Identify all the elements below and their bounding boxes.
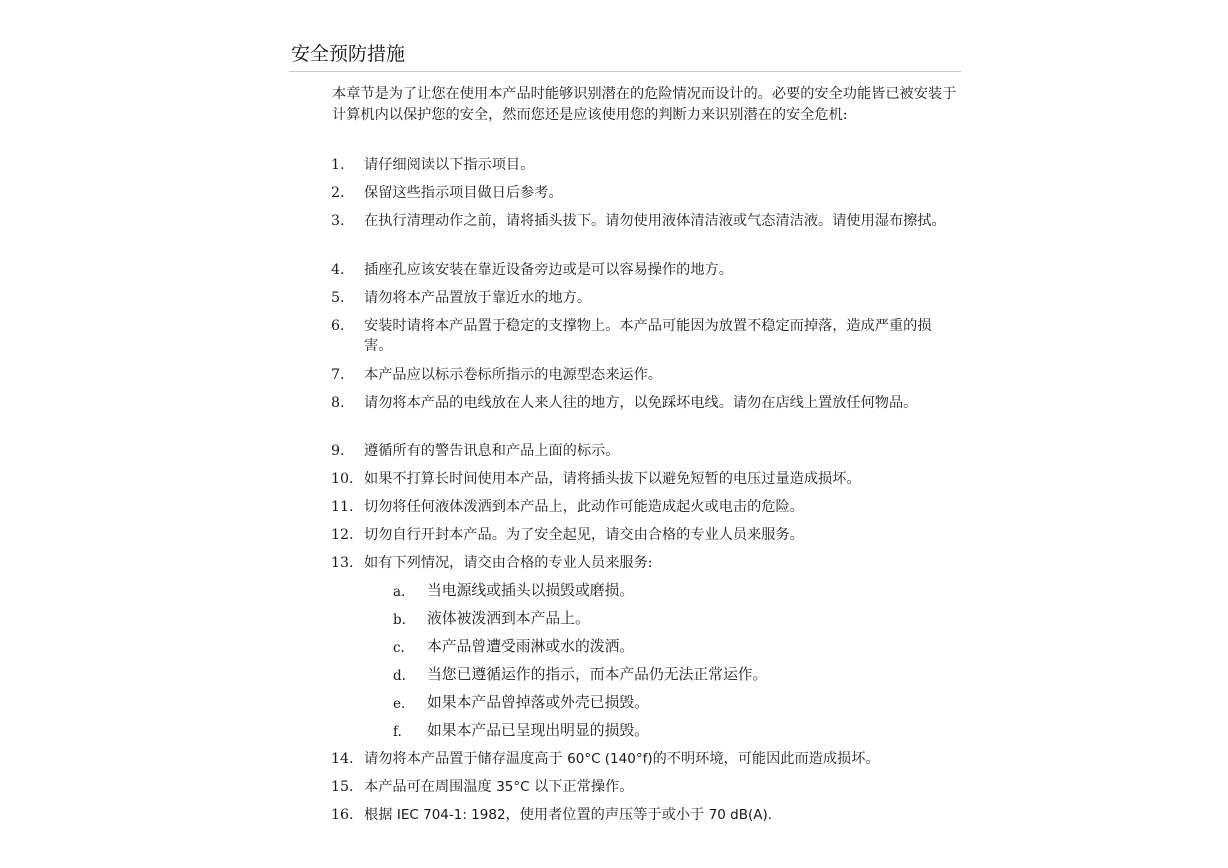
temperature-value: 35°C	[496, 779, 530, 795]
sub-item-text: 当电源线或插头以损毁或磨损。	[427, 582, 635, 599]
list-item-text: 遵循所有的警告讯息和产品上面的标示。	[364, 443, 620, 459]
list-item-4	[331, 260, 961, 280]
list-item-13	[331, 553, 961, 573]
text-segment: 请勿将本产品置于储存温度高于	[364, 751, 568, 767]
sub-item-c	[393, 637, 953, 657]
sub-item-d	[393, 665, 953, 685]
intro-paragraph: 本章节是为了让您在使用本产品时能够识别潜在的危险情况而设计的。必要的安全功能皆已被安装于计算机内以保护您的安全，然而您还是应该使用您的判断力来识别潜在的安全危机:	[332, 86, 957, 123]
standard-reference: IEC 704-1: 1982	[396, 807, 506, 823]
list-item-number: 13.	[331, 555, 354, 571]
list-item-text: 请勿将本产品的电线放在人来人往的地方，以免踩坏电线。请勿在店线上置放任何物品。	[364, 395, 918, 411]
list-item-number: 8.	[331, 395, 345, 411]
list-item-text: 保留这些指示项目做日后参考。	[364, 185, 563, 201]
sub-item-e	[393, 693, 953, 713]
sub-item-a	[393, 581, 953, 601]
sub-item-letter: e.	[393, 696, 406, 712]
list-item-number: 1.	[331, 157, 345, 173]
text-segment: ，使用者位置的声压等于或小于	[505, 807, 709, 823]
list-item-number: 2.	[331, 185, 345, 201]
sub-item-text: 如果本产品曾掉落或外壳已损毁。	[427, 694, 649, 711]
list-item-16	[331, 805, 961, 825]
list-item-number: 16.	[331, 807, 354, 823]
list-item-number: 7.	[331, 367, 345, 383]
list-item-9	[331, 441, 961, 461]
text-segment: 的不明环境，可能因此而造成损坏。	[652, 751, 880, 767]
list-item-number: 11.	[331, 499, 354, 515]
text-segment: 本产品可在周围温度	[364, 779, 497, 795]
list-item-12	[331, 525, 961, 545]
sub-item-b	[393, 609, 953, 629]
list-item-text: 请勿将本产品置放于靠近水的地方。	[364, 290, 592, 306]
list-item-2	[331, 183, 961, 203]
list-item-text: 本产品应以标示卷标所指示的电源型态来运作。	[364, 367, 662, 383]
list-item-3	[331, 211, 951, 231]
sound-pressure-value: 70 dB(A).	[708, 807, 773, 823]
list-item-text	[364, 777, 961, 797]
list-item-5	[331, 288, 961, 308]
list-item-text: 请仔细阅读以下指示项目。	[364, 157, 535, 173]
sub-item-letter: a.	[393, 584, 406, 600]
list-item-number: 3.	[331, 213, 345, 229]
title-divider	[289, 71, 961, 72]
sub-item-text: 本产品曾遭受雨淋或水的泼洒。	[427, 638, 635, 655]
list-item-10	[331, 469, 961, 489]
list-item-11	[331, 497, 961, 517]
list-item-text: 如果不打算长时间使用本产品，请将插头拔下以避免短暂的电压过量造成损坏。	[364, 471, 861, 487]
list-item-text: 如有下列情况，请交由合格的专业人员来服务:	[364, 555, 653, 571]
list-item-number: 4.	[331, 262, 345, 278]
section-title: 安全预防措施	[291, 43, 406, 65]
sub-item-letter: d.	[393, 668, 406, 684]
list-item-text: 切勿将任何液体泼洒到本产品上，此动作可能造成起火或电击的危险。	[364, 499, 804, 515]
list-item-14	[331, 749, 961, 769]
list-item-1	[331, 155, 961, 175]
list-item-text: 在执行清理动作之前，请将插头拔下。请勿使用液体清洁液或气态清洁液。请使用湿布擦拭。	[364, 213, 946, 229]
list-item-15	[331, 777, 961, 797]
text-segment: 根据	[364, 807, 397, 823]
temperature-value: 60°C (140°f)	[567, 751, 653, 767]
list-item-number: 15.	[331, 779, 354, 795]
list-item-text	[364, 749, 961, 769]
list-item-text: 切勿自行开封本产品。为了安全起见，请交由合格的专业人员来服务。	[364, 527, 804, 543]
sub-item-letter: c.	[393, 640, 405, 656]
list-item-number: 6.	[331, 318, 345, 334]
text-segment: 以下正常操作。	[529, 779, 634, 795]
sub-item-text: 液体被泼洒到本产品上。	[427, 610, 590, 627]
list-item-text	[364, 805, 961, 825]
sub-item-letter: f.	[393, 724, 402, 740]
list-item-text: 插座孔应该安装在靠近设备旁边或是可以容易操作的地方。	[364, 262, 733, 278]
list-item-8	[331, 393, 951, 413]
list-item-number: 14.	[331, 751, 354, 767]
list-item-text: 安装时请将本产品置于稳定的支撑物上。本产品可能因为放置不稳定而掉落，造成严重的损害。	[364, 318, 932, 354]
list-item-number: 10.	[331, 471, 354, 487]
list-item-number: 9.	[331, 443, 345, 459]
list-item-7	[331, 365, 961, 385]
list-item-number: 12.	[331, 527, 354, 543]
sub-item-text: 如果本产品已呈现出明显的损毁。	[427, 722, 649, 739]
sub-item-letter: b.	[393, 612, 406, 628]
sub-item-f	[393, 721, 953, 741]
sub-item-text: 当您已遵循运作的指示，而本产品仍无法正常运作。	[427, 666, 768, 683]
list-item-number: 5.	[331, 290, 345, 306]
list-item-6	[331, 316, 951, 356]
